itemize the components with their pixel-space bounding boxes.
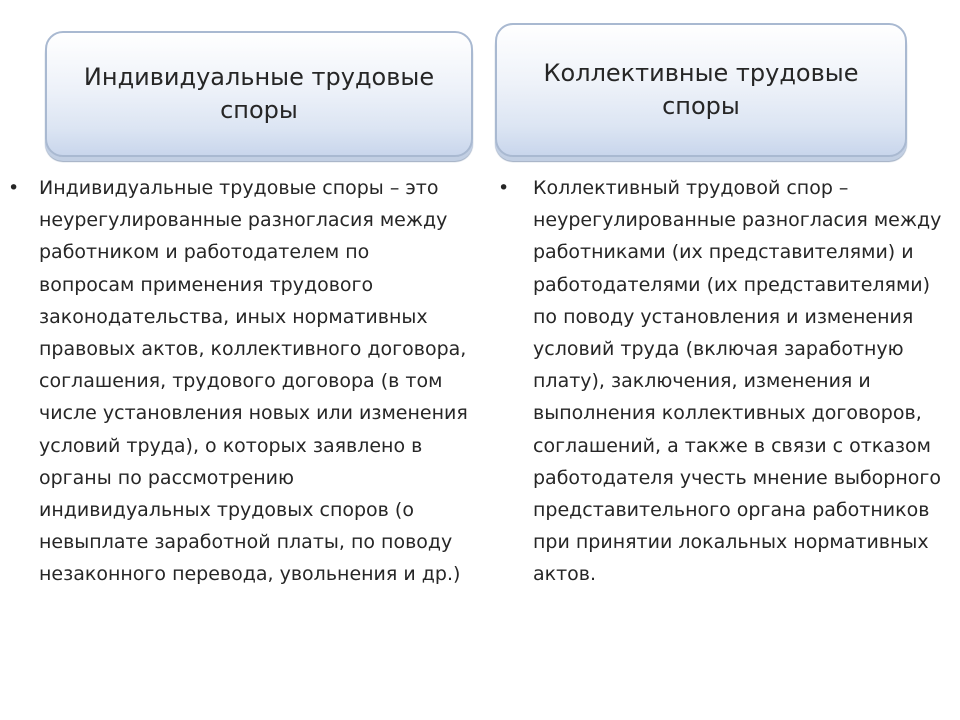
bullet-icon: •	[498, 177, 510, 199]
collective-disputes-definition: Коллективный трудовой спор – неурегулированные разногласия между работниками (их представителями) и работодателями (их представителями) по поводу установления и изменения условий труда (включая заработную плату), заключения, изменения и выполнения коллективных договоров, соглашений, а также в связи с отказом работодателя учесть мнение выборного представительного органа работников при принятии локальных нормативных актов.	[533, 177, 942, 586]
collective-disputes-title-line1: Коллективные трудовые	[543, 59, 859, 87]
individual-disputes-header	[45, 31, 473, 157]
individual-disputes-title-line1: Индивидуальные трудовые	[83, 63, 435, 91]
individual-disputes-definition-item	[0, 172, 480, 591]
individual-disputes-title	[84, 61, 434, 127]
bullet-icon: •	[8, 177, 20, 199]
individual-disputes-title-line2: споры	[220, 96, 298, 124]
collective-disputes-list	[480, 172, 960, 591]
individual-disputes-definition: Индивидуальные трудовые споры – это неурегулированные разногласия между работником и работодателем по вопросам применения трудового законодательства, иных нормативных правовых актов, коллективного договора, соглашения, трудового договора (в том числе установления новых или изменения условий труда), о которых заявлено в органы по рассмотрению индивидуальных трудовых споров (о невыплате заработной платы, по поводу незаконного перевода, увольнения и др.)	[39, 177, 468, 586]
collective-disputes-title	[544, 57, 859, 123]
collective-disputes-definition-item	[480, 172, 960, 591]
collective-disputes-title-line2: споры	[662, 92, 740, 120]
collective-disputes-header	[495, 23, 907, 157]
individual-disputes-list	[0, 172, 480, 591]
